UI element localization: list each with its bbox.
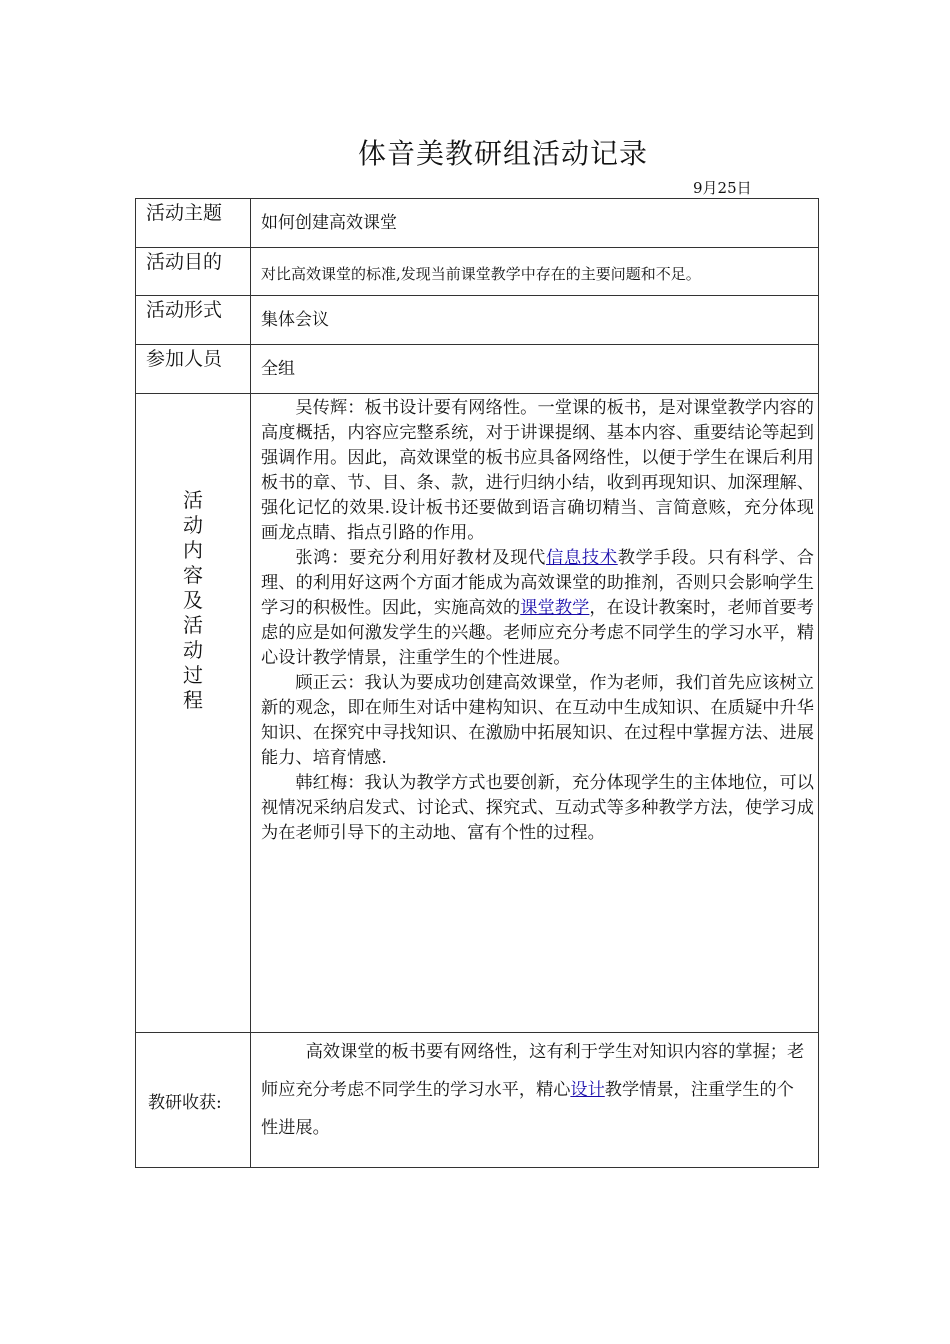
label-char: 活	[183, 613, 203, 637]
table-row-participants	[136, 345, 819, 394]
table-row-gain	[136, 1033, 819, 1168]
gain-paragraph	[261, 1033, 810, 1147]
gain-content	[251, 1033, 818, 1147]
label-char: 程	[183, 688, 203, 712]
text-span: 教学手段。只有科学、合理、的利用好这两个方面才能成为高效课堂的助推剂，否则只会影响学生学习的积极性。因此，实施高效的	[261, 548, 814, 618]
label-char: 活	[183, 488, 203, 512]
paragraph-gu: 顾正云：我认为要成功创建高效课堂，作为老师，我们首先应该树立新的观念，即在师生对话中建构知识、在互动中生成知识、在质疑中升华知识、在探究中寻找知识、在激励中拓展知识、在过程中掌握方法、进展能力、培育情感.	[261, 673, 814, 768]
paragraph-zhang	[261, 546, 814, 671]
row-value-participants: 全组	[261, 359, 295, 379]
label-cell	[136, 296, 251, 345]
row-label-purpose: 活动目的	[146, 251, 223, 273]
value-cell	[251, 199, 819, 248]
label-cell	[136, 394, 251, 1033]
table-row-format	[136, 296, 819, 345]
value-cell	[251, 345, 819, 394]
paragraph-wu: 吴传辉：板书设计要有网络性。一堂课的板书，是对课堂教学内容的高度概括，内容应完整系统，对于讲课提纲、基本内容、重要结论等起到强调作用。因此，高效课堂的板书应具备网络性，以便于学生在课后利用板书的章、节、目、条、款，进行归纳小结，收到再现知识、加深理解、强化记忆的效果.设计板书还要做到语言确切精当、言简意赅，充分体现画龙点睛、指点引路的作用。	[261, 398, 814, 543]
row-value-theme: 如何创建高效课堂	[261, 213, 397, 233]
value-cell	[251, 248, 819, 296]
value-cell	[251, 394, 819, 1033]
table-row-purpose	[136, 248, 819, 296]
text-span: 教学情景，注重学生的个性进展。	[261, 1080, 794, 1138]
process-vertical-label	[136, 394, 250, 713]
label-cell	[136, 345, 251, 394]
row-label-theme: 活动主题	[146, 202, 223, 224]
table-row-theme	[136, 199, 819, 248]
label-char: 及	[183, 588, 203, 612]
page-title: 体音美教研组活动记录	[357, 137, 648, 170]
text-span: 高效课堂的板书要有网络性，这有利于学生对知识内容的掌握；老师应充分考虑不同学生的学习水平，精心	[261, 1042, 805, 1100]
row-value-format: 集体会议	[261, 310, 329, 330]
row-value-purpose: 对比高效课堂的标准,发现当前课堂教学中存在的主要问题和不足。	[261, 265, 701, 283]
link-design[interactable]: 设计	[570, 1080, 605, 1100]
label-char: 容	[183, 563, 203, 587]
gain-label: 教研收获:	[148, 1092, 222, 1113]
row-label-format: 活动形式	[146, 299, 223, 321]
label-char: 过	[183, 663, 203, 687]
label-char: 动	[183, 513, 203, 537]
row-label-participants: 参加人员	[146, 348, 223, 370]
activity-record-table	[135, 198, 819, 1168]
link-classroom-teaching[interactable]: 课堂教学	[520, 598, 590, 618]
paragraph-han: 韩红梅：我认为教学方式也要创新，充分体现学生的主体地位，可以视情况采纳启发式、讨论式、探究式、互动式等多种教学方法，使学习成为在老师引导下的主动地、富有个性的过程。	[261, 773, 814, 843]
label-cell	[136, 199, 251, 248]
process-content	[251, 394, 818, 846]
label-cell	[136, 248, 251, 296]
record-date: 9月25日	[693, 179, 752, 197]
value-cell	[251, 296, 819, 345]
label-char: 内	[183, 538, 203, 562]
text-span: 张鸿：要充分利用好教材及现代	[295, 548, 547, 568]
label-char: 动	[183, 638, 203, 662]
text-span: ，在设计教案时，老师首要考虑的应是如何激发学生的兴趣。老师应充分考虑不同学生的学习水平，精心设计教学情景，注重学生的个性进展。	[261, 598, 814, 668]
table-row-process	[136, 394, 819, 1033]
value-cell	[251, 1033, 819, 1168]
label-cell	[136, 1033, 251, 1168]
link-info-tech[interactable]: 信息技术	[546, 548, 618, 568]
